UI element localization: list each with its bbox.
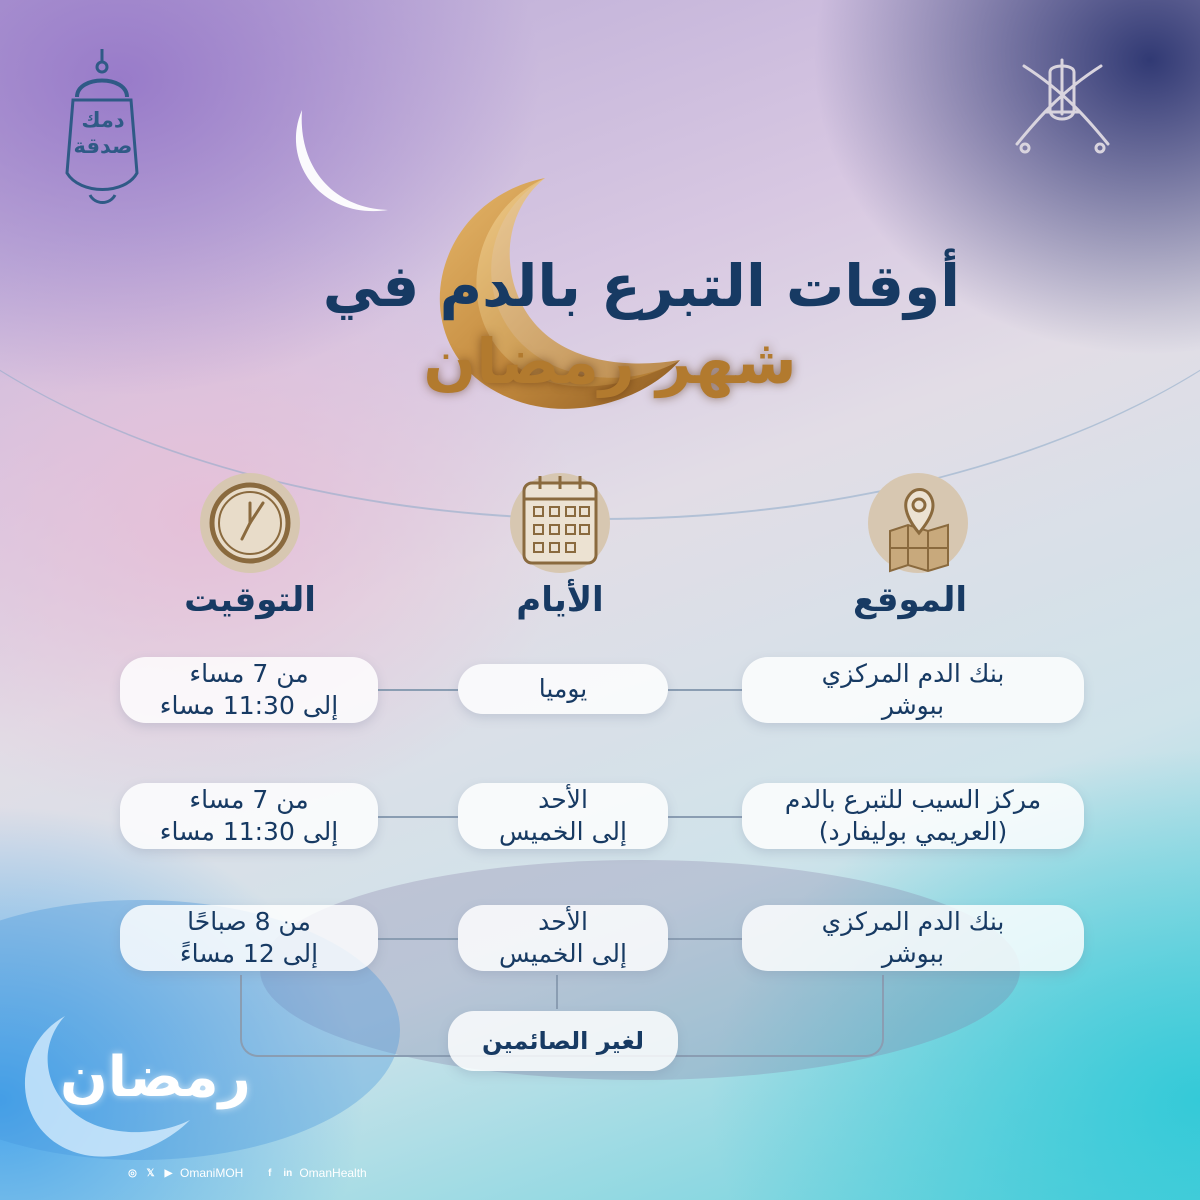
location-line-2: ببوشر <box>881 939 945 968</box>
logo-text: دمك صدقة <box>73 108 133 158</box>
location-line-2: ببوشر <box>881 691 945 720</box>
title-line-2: شهر رمضان <box>423 325 797 398</box>
timing-line-from: من 7 مساء <box>189 785 309 814</box>
column-header-timing: التوقيت <box>184 580 316 620</box>
days-cell <box>458 664 668 714</box>
note-text: لغير الصائمين <box>481 1027 645 1055</box>
connector-line <box>668 938 742 940</box>
calendar-icon-circle <box>510 473 610 573</box>
days-cell <box>458 905 668 971</box>
facebook-icon[interactable]: f <box>268 1167 272 1179</box>
social-handle-secondary[interactable]: OmanHealth <box>299 1166 367 1180</box>
thin-crescent-icon <box>280 100 410 220</box>
timing-line-to: إلى 12 مساءً <box>179 939 319 968</box>
days-line-2: إلى الخميس <box>499 939 627 968</box>
days-line: يوميا <box>538 674 588 703</box>
youtube-icon[interactable]: ▶ <box>164 1167 173 1179</box>
days-line-1: الأحد <box>538 907 588 936</box>
connector-line <box>668 816 742 818</box>
location-icon-circle <box>868 473 968 573</box>
connector-line <box>378 938 458 940</box>
location-line-1: بنك الدم المركزي <box>821 907 1005 936</box>
column-header-days: الأيام <box>516 580 604 620</box>
location-line-2: (العريمي بوليفارد) <box>818 817 1008 846</box>
timing-cell <box>120 783 378 849</box>
location-cell <box>742 905 1084 971</box>
column-header-location: الموقع <box>852 580 968 620</box>
location-line-1: بنك الدم المركزي <box>821 659 1005 688</box>
timing-line-to: إلى 11:30 مساء <box>159 691 339 720</box>
timing-cell <box>120 905 378 971</box>
connector-line <box>668 689 742 691</box>
instagram-icon[interactable]: ◎ <box>128 1167 137 1179</box>
linkedin-icon[interactable]: in <box>283 1167 293 1179</box>
connector-line <box>556 975 558 1009</box>
connector-line <box>378 816 458 818</box>
calligraphy-logo <box>55 45 150 210</box>
days-line-2: إلى الخميس <box>499 817 627 846</box>
social-handle-primary[interactable]: OmaniMOH <box>180 1166 244 1180</box>
timing-line-from: من 8 صباحًا <box>187 907 311 936</box>
clock-icon-circle <box>200 473 300 573</box>
title-line-1: أوقات التبرع بالدم في <box>322 252 960 320</box>
map-pin-icon <box>868 473 968 573</box>
days-line-1: الأحد <box>538 785 588 814</box>
days-cell <box>458 783 668 849</box>
ramadan-logo-text: رمضان <box>60 1045 251 1110</box>
timing-line-to: إلى 11:30 مساء <box>159 817 339 846</box>
timing-line-from: من 7 مساء <box>189 659 309 688</box>
x-icon[interactable]: 𝕏 <box>146 1167 155 1179</box>
connector-line <box>378 689 458 691</box>
calendar-icon <box>510 473 610 573</box>
note-cell <box>448 1011 678 1071</box>
location-cell <box>742 783 1084 849</box>
oman-emblem-icon <box>1005 52 1120 157</box>
location-line-1: مركز السيب للتبرع بالدم <box>784 785 1042 814</box>
location-cell <box>742 657 1084 723</box>
timing-cell <box>120 657 378 723</box>
social-footer <box>126 1163 426 1183</box>
clock-icon <box>200 473 300 573</box>
